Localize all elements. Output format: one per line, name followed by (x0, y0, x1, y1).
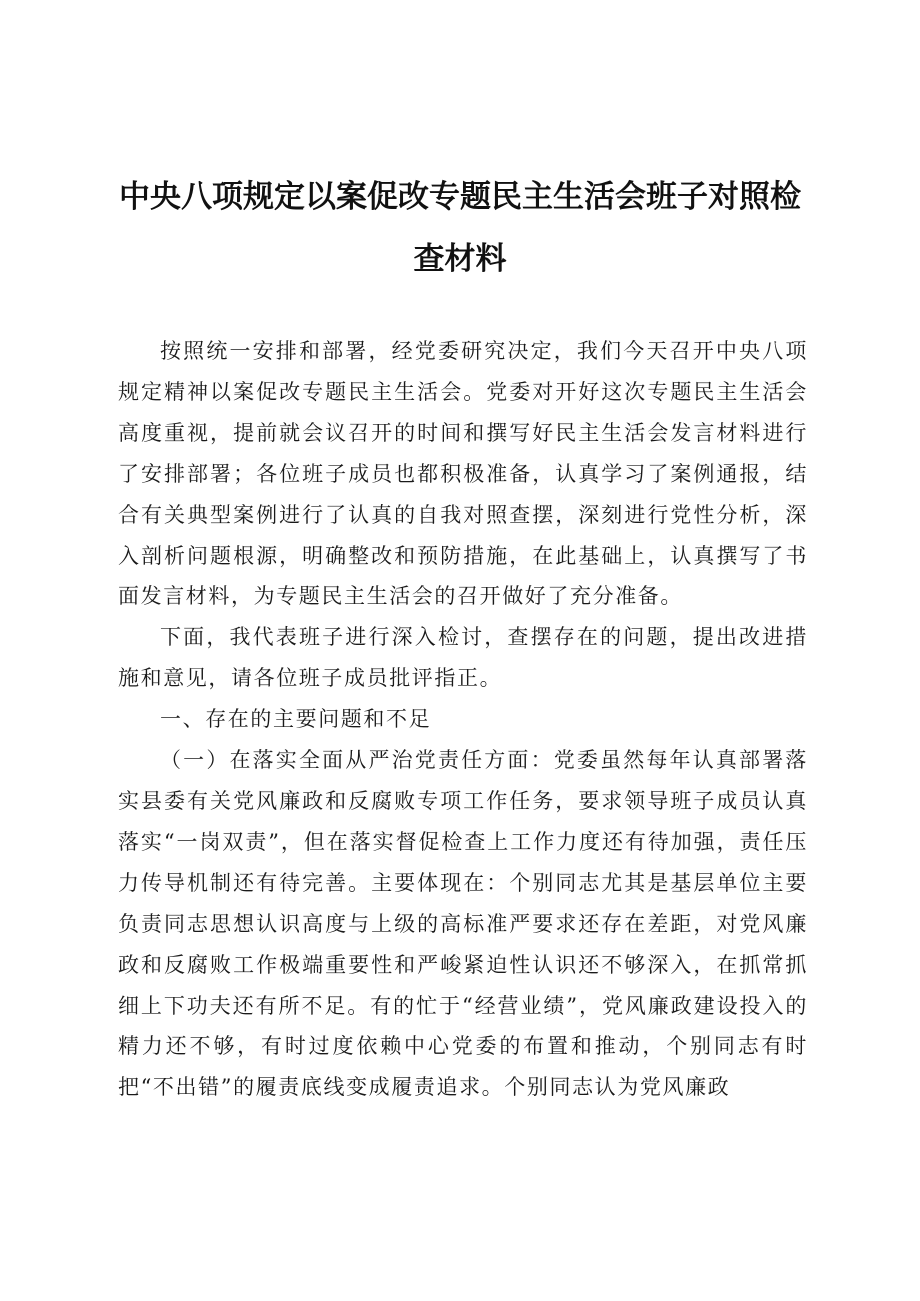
document-title: 中央八项规定以案促改专题民主生活会班子对照检查材料 (119, 179, 801, 277)
paragraph-intro: 按照统一安排和部署，经党委研究决定，我们今天召开中央八项规定精神以案促改专题民主生活会。党委对开好这次专题民主生活会高度重视，提前就会议召开的时间和撰写好民主生活会发言材料进行了安排部署；各位班子成员也都积极准备，认真学习了案例通报，结合有关典型案例进行了认真的自我对照查摆，深刻进行党性分析，深入剖析问题根源，明确整改和预防措施，在此基础上，认真撰写了书面发言材料，为专题民主生活会的召开做好了充分准备。 (118, 339, 808, 609)
paragraph-review: 下面，我代表班子进行深入检讨，查摆存在的问题，提出改进措施和意见，请各位班子成员批评指正。 (118, 625, 808, 691)
document-body (118, 331, 808, 1108)
paragraph-responsibility: （一）在落实全面从严治党责任方面：党委虽然每年认真部署落实县委有关党风廉政和反腐败专项工作任务，要求领导班子成员认真落实“一岗双责”，但在落实督促检查上工作力度还有待加强，责任压力传导机制还有待完善。主要体现在：个别同志尤其是基层单位主要负责同志思想认识高度与上级的高标准严要求还存在差距，对党风廉政和反腐败工作极端重要性和严峻紧迫性认识还不够深入，在抓常抓细上下功夫还有所不足。有的忙于“经营业绩”，党风廉政建设投入的精力还不够，有时过度依赖中心党委的布置和推动，个别同志有时把“不出错”的履责底线变成履责追求。个别同志认为党风廉政 (118, 748, 808, 1100)
section-heading-problems: 一、存在的主要问题和不足 (160, 707, 432, 732)
